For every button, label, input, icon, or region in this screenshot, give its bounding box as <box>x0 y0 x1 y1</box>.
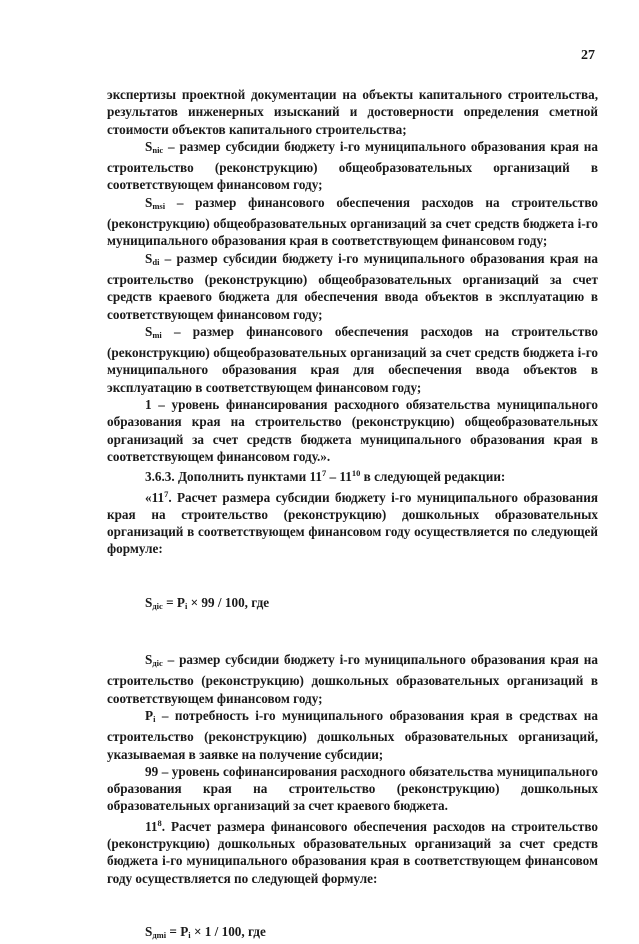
document-body <box>107 86 598 944</box>
paragraph: $S_{дic}$ – размер субсидии бюджету i-го муниципального образования края на строительство (реконструкцию) дошкольных образовательных организаций в соответствующем финансовом году; <box>107 652 598 706</box>
page-number: 27 <box>581 48 595 63</box>
paragraph: экспертизы проектной документации на объекты капитального строительства, результатов инженерных изысканий и достоверности определения сметной стоимости объектов капитального строительства; <box>107 87 598 137</box>
paragraph: 99 – уровень софинансирования расходного обязательства муниципального образования края на строительство (реконструкцию) дошкольных образовательных организаций за счет краевого бюджета. <box>107 763 598 814</box>
paragraph: $S_{di}$ – размер субсидии бюджету i-го муниципального образования края на строительство (реконструкцию) общеобразовательных организаций за счет средств краевого бюджета для обеспечения ввода объектов в эксплуатацию в соответствующем финансовом году; <box>107 250 598 322</box>
paragraph: $S_{mi}$ – размер финансового обеспечения расходов на строительство (реконструкцию) общеобразовательных организаций за счет средств бюджета i-го муниципального образования края для обеспечения ввода объектов в эксплуатацию в соответствующем финансовом году; <box>107 323 598 395</box>
paragraph: $S_{msi}$ – размер финансового обеспечения расходов на строительство (реконструкцию) общеобразовательных организаций за счет средств бюджета i-го муниципального образования края в соответствующем финансовом году; <box>107 194 598 249</box>
paragraph: 1 – уровень финансирования расходного обязательства муниципального образования края на строительство (реконструкцию) общеобразовательных организаций за счет средств бюджета муниципального образования края в соответствующем финансовом году.». <box>107 397 598 464</box>
paragraph: $11^8$. Расчет размера финансового обеспечения расходов на строительство (реконструкцию) дошкольных образовательных организаций за счет средств бюджета i-го муниципального образования края в соответствующем финансовом году осуществляется по следующей формуле: <box>107 817 598 886</box>
paragraph: 3.6.3. Дополнить пунктами $11^7 - 11^{10}$ в следующей редакции: <box>145 468 506 485</box>
formula: $S_{дmi} = P_i \times 1 / 100$, где <box>145 923 266 940</box>
paragraph: $S_{nic}$ – размер субсидии бюджету i-го муниципального образования края на строительство (реконструкцию) общеобразовательных организаций в соответствующем финансовом году; <box>107 138 598 193</box>
paragraph: $P_i$ – потребность i-го муниципального образования края в средствах на строительство (реконструкцию) дошкольных образовательных организаций, указываемая в заявке на получение субсидии; <box>107 707 598 762</box>
paragraph: «$11^7$. Расчет размера субсидии бюджету i-го муниципального образования края на строительство (реконструкцию) дошкольных образовательных организаций в соответствующем финансовом году осуществляется по следующей формуле: <box>107 488 598 557</box>
formula: $S_{дic} = P_i \times 99 / 100$, где <box>145 594 270 611</box>
